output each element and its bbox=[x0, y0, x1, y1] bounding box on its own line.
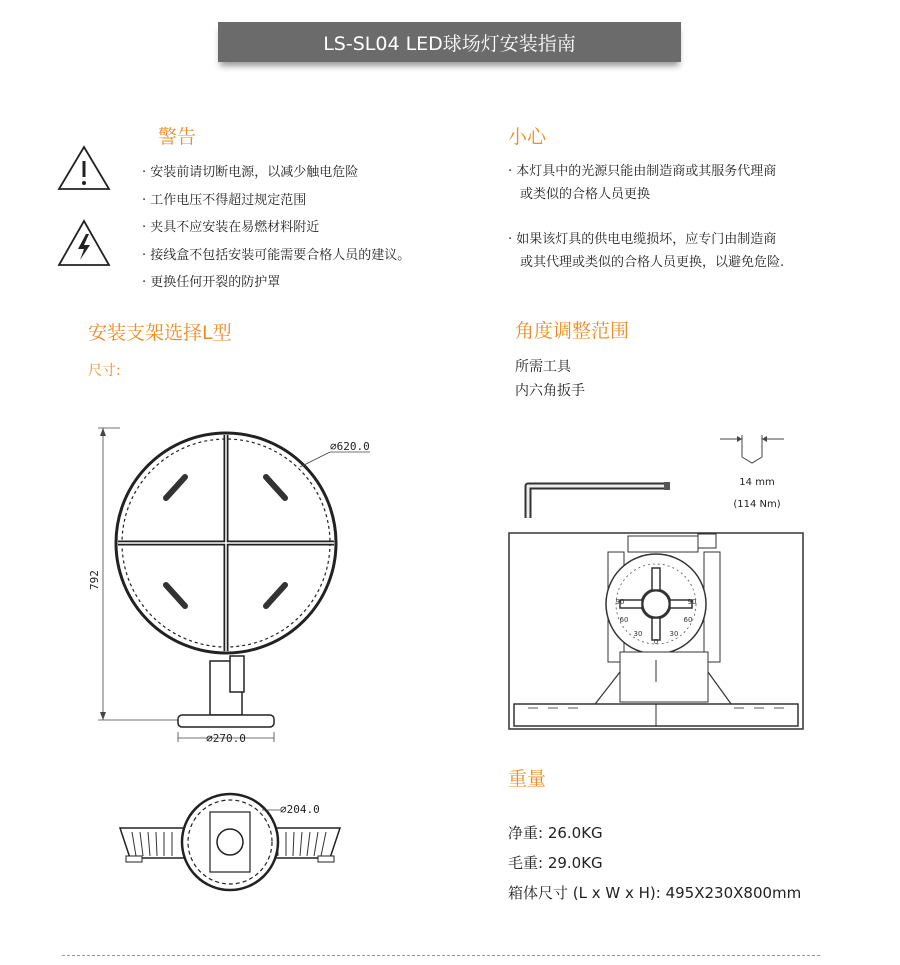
list-item-continued: 或类似的合格人员更换 bbox=[520, 187, 651, 202]
hex-size-icon bbox=[720, 433, 790, 467]
svg-text:30: 30 bbox=[669, 630, 679, 638]
svg-text:90: 90 bbox=[687, 598, 697, 606]
top-view-drawing bbox=[112, 790, 352, 900]
hex-key-icon bbox=[518, 478, 678, 528]
wrench-spec bbox=[722, 472, 792, 516]
page-title: LS-SL04 LED球场灯安装指南 bbox=[218, 22, 681, 62]
angle-adjustment-drawing bbox=[508, 532, 804, 730]
diameter-dimension: ⌀620.0 bbox=[330, 440, 370, 453]
list-item: · 夹具不应安装在易燃材料附近 bbox=[142, 214, 482, 242]
exclamation-warning-icon bbox=[56, 144, 112, 192]
svg-text:60: 60 bbox=[619, 616, 629, 624]
weight-heading: 重量 bbox=[508, 768, 547, 790]
list-item: · 安装前请切断电源，以减少触电危险 bbox=[142, 159, 482, 187]
net-weight: 净重: 26.0KG bbox=[508, 824, 603, 842]
list-item: · 工作电压不得超过规定范围 bbox=[142, 187, 482, 215]
warning-list bbox=[142, 159, 482, 297]
list-item: · 接线盒不包括安装可能需要合格人员的建议。 bbox=[142, 242, 482, 270]
base-dimension: ⌀270.0 bbox=[206, 732, 246, 745]
bottom-divider bbox=[62, 955, 820, 956]
warning-heading: 警告 bbox=[158, 126, 197, 148]
svg-text:90: 90 bbox=[615, 598, 625, 606]
bracket-heading: 安装支架选择L型 bbox=[88, 322, 232, 344]
weight-specs bbox=[508, 818, 801, 908]
gross-weight: 毛重: 29.0KG bbox=[508, 854, 603, 872]
svg-text:0: 0 bbox=[653, 638, 659, 646]
tool-title: 所需工具 bbox=[515, 359, 571, 375]
svg-text:60: 60 bbox=[683, 616, 693, 624]
wrench-size: 14 mm bbox=[739, 477, 775, 488]
caution-list bbox=[508, 160, 784, 274]
caution-heading: 小心 bbox=[508, 126, 547, 148]
electric-hazard-icon bbox=[56, 218, 112, 268]
tool-info bbox=[515, 355, 585, 403]
list-item-continued: 或其代理或类似的合格人员更换，以避免危险. bbox=[520, 255, 785, 270]
tool-name: 内六角扳手 bbox=[515, 383, 585, 399]
angle-heading: 角度调整范围 bbox=[515, 320, 630, 342]
list-item: · 如果该灯具的供电电缆损坏，应专门由制造商 bbox=[508, 232, 777, 247]
torque-value: (114 Nm) bbox=[733, 499, 781, 510]
front-view-drawing bbox=[90, 420, 390, 750]
height-dimension: 792 bbox=[88, 570, 101, 590]
list-item: · 本灯具中的光源只能由制造商或其服务代理商 bbox=[508, 164, 777, 179]
list-item: · 更换任何开裂的防护罩 bbox=[142, 269, 482, 297]
box-size: 箱体尺寸 (L x W x H): 495X230X800mm bbox=[508, 884, 802, 902]
size-label: 尺寸: bbox=[88, 363, 121, 379]
top-view-dimension: ⌀204.0 bbox=[280, 803, 320, 816]
svg-text:30: 30 bbox=[633, 630, 643, 638]
